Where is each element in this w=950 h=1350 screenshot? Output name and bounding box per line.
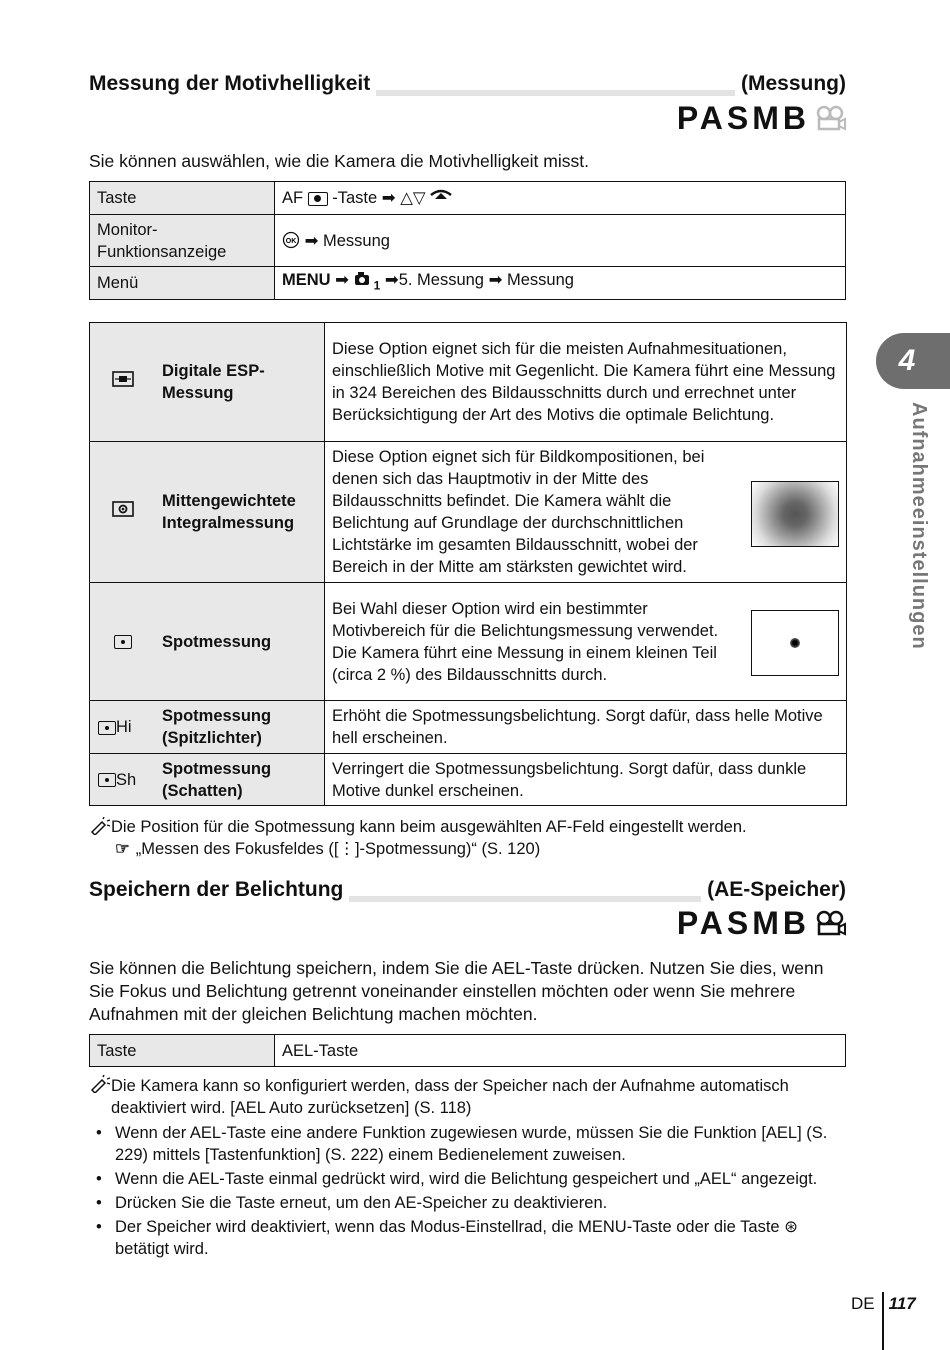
option-name: Digitale ESP- Messung: [155, 323, 325, 442]
center-weighted-icon-cell: [90, 442, 156, 583]
spot-highlight-icon: [98, 721, 116, 735]
icon-suffix: Sh: [116, 770, 137, 789]
section2-title: Speichern der Belichtung: [89, 878, 349, 902]
section2-bullets: [89, 1122, 849, 1262]
spot-icon-cell: [90, 583, 156, 701]
note-reference[interactable]: „Messen des Fokusfeldes ([⋮]-Spotmessung)“ (S. 120): [135, 840, 541, 858]
metering-icon: [308, 192, 328, 206]
page-footer: [851, 1294, 916, 1314]
list-item: • Drücken Sie die Taste erneut, um den AE-Speicher zu deaktivieren.: [96, 1194, 608, 1212]
access-label-monitor: Monitor- Funktionsanzeige: [90, 215, 275, 267]
option-desc: Verringert die Spotmessungsbelichtung. Sorgt dafür, dass dunkle Motive dunkel erscheinen.: [325, 754, 847, 806]
option-name: Mittengewichtete Integralmessung: [155, 442, 325, 583]
section1-note: [89, 816, 747, 860]
esp-metering-icon: [112, 371, 134, 387]
shooting-menu-icon: [354, 271, 374, 287]
spot-metering-icon: [114, 635, 132, 649]
chapter-number: 4: [898, 344, 916, 377]
section1-subtitle: (Messung): [735, 72, 846, 96]
ael-access-table: [89, 1034, 846, 1067]
chapter-tab: [876, 333, 950, 389]
section1-intro: Sie können auswählen, wie die Kamera die Motivhelligkeit misst.: [89, 151, 589, 171]
access-value-button: AF -Taste ➡ △▽: [275, 182, 846, 215]
section2-note: [89, 1075, 849, 1119]
section2-subtitle: (AE-Speicher): [701, 878, 846, 902]
hint-icon: [89, 1075, 111, 1093]
section1-title: Messung der Motivhelligkeit: [89, 72, 376, 96]
ok-button-icon: [282, 231, 300, 249]
page-number: 117: [888, 1294, 916, 1313]
center-weighted-icon: [112, 501, 134, 517]
section1-modes: [677, 101, 846, 135]
dial-icon: [430, 189, 452, 203]
option-name: Spotmessung (Spitzlichter): [155, 701, 325, 754]
option-desc: Bei Wahl dieser Option wird ein bestimmter Motivbereich für die Belichtungsmessung verwendet. Die Kamera führt eine Messung in einem kleinen Teil (circa 2 %) des Bildausschnitts durch.: [325, 583, 847, 701]
mode-letters: PASMB: [676, 905, 810, 941]
option-name: Spotmessung: [155, 583, 325, 701]
movie-mode-icon-grey: [816, 105, 846, 131]
ael-access-label: Taste: [90, 1035, 275, 1067]
ael-access-value: AEL-Taste: [275, 1035, 846, 1067]
spot-illustration: [751, 610, 839, 676]
section2-header: [89, 876, 846, 902]
bullet-text: Wenn der AEL-Taste eine andere Funktion zugewiesen wurde, müssen Sie die Funktion [AEL] (S. 229) mittels [Tastenfunktion] (S. 222) einem Bedienelement zuweisen.: [115, 1124, 828, 1164]
option-desc: Diese Option eignet sich für die meisten Aufnahmesituationen, einschließlich Motive mit Gegenlicht. Die Kamera führt eine Messung in 324 Bereichen des Bildausschnitts durch und errechnet unter Berücksichtigung der Art des Motivs die optimale Belichtung.: [325, 323, 847, 442]
option-desc: Erhöht die Spotmessungsbelichtung. Sorgt dafür, dass helle Motive hell erscheinen.: [325, 701, 847, 754]
hint-icon: [89, 817, 111, 835]
reference-icon: ☞: [115, 840, 130, 858]
access-table: [89, 181, 846, 300]
bullet-text: Drücken Sie die Taste erneut, um den AE-Speicher zu deaktivieren.: [115, 1194, 608, 1212]
option-name: Spotmessung (Schatten): [155, 754, 325, 806]
spot-shadow-icon: [98, 773, 116, 787]
access-label-menu: Menü: [90, 267, 275, 300]
access-value-menu: MENU ➡ $_1$ ➡5. Messung ➡ Messung: [275, 267, 846, 300]
mode-letters: PASMB: [676, 100, 810, 136]
section2-modes: [677, 906, 846, 940]
bullet-text: Wenn die AEL-Taste einmal gedrückt wird, wird die Belichtung gespeichert und „AEL“ angezeigt.: [115, 1170, 818, 1188]
bullet-text: Der Speicher wird deaktiviert, wenn das Modus-Einstellrad, die MENU-Taste oder die Taste ⊛ betätigt wird.: [115, 1218, 798, 1258]
list-item: • Wenn der AEL-Taste eine andere Funktion zugewiesen wurde, müssen Sie die Funktion [AEL] (S. 229) mittels [Tastenfunktion] (S. 222) einem Bedienelement zuweisen.: [96, 1124, 828, 1164]
list-item: • Wenn die AEL-Taste einmal gedrückt wird, wird die Belichtung gespeichert und „AEL“ angezeigt.: [96, 1170, 818, 1188]
section1-header: [89, 70, 846, 96]
note-text: Die Kamera kann so konfiguriert werden, dass der Speicher nach der Aufnahme automatisch deaktiviert wird. [AEL Auto zurücksetzen] (S. 118): [111, 1077, 789, 1117]
access-label-button: Taste: [90, 182, 275, 215]
svg-text:OK: OK: [285, 237, 297, 245]
movie-mode-icon: [816, 910, 846, 936]
option-desc: Diese Option eignet sich für Bildkompositionen, bei denen sich das Hauptmotiv in der Mitte des Bildausschnitts befindet. Die Kamera wählt die Belichtung auf Grundlage der durchschnittlichen Lichtstärke im gesamten Bildausschnitt, wobei der Bereich in der Mitte am stärksten gewichtet wird.: [332, 448, 705, 576]
metering-options-table: [89, 322, 847, 806]
access-value-monitor: OK ➡ Messung: [275, 215, 846, 267]
footer-language: DE: [851, 1294, 875, 1313]
esp-icon-cell: [90, 323, 156, 442]
list-item: • Der Speicher wird deaktiviert, wenn das Modus-Einstellrad, die MENU-Taste oder die Taste ⊛ betätigt wird.: [96, 1218, 798, 1258]
section2-intro: Sie können die Belichtung speichern, indem Sie die AEL-Taste drücken. Nutzen Sie dies, wenn Sie Fokus und Belichtung getrennt voneinander einstellen möchten oder wenn Sie mehrere Aufnahmen mit der gleichen Belichtung machen möchten.: [89, 958, 824, 1024]
spot-hi-icon-cell: [90, 701, 156, 754]
center-weighted-illustration: [751, 481, 839, 547]
spot-sh-icon-cell: [90, 754, 156, 806]
icon-suffix: Hi: [116, 718, 132, 736]
chapter-label: Aufnahmeeinstellungen: [908, 402, 930, 650]
note-text: Die Position für die Spotmessung kann beim ausgewählten AF-Feld eingestellt werden.: [111, 818, 747, 836]
